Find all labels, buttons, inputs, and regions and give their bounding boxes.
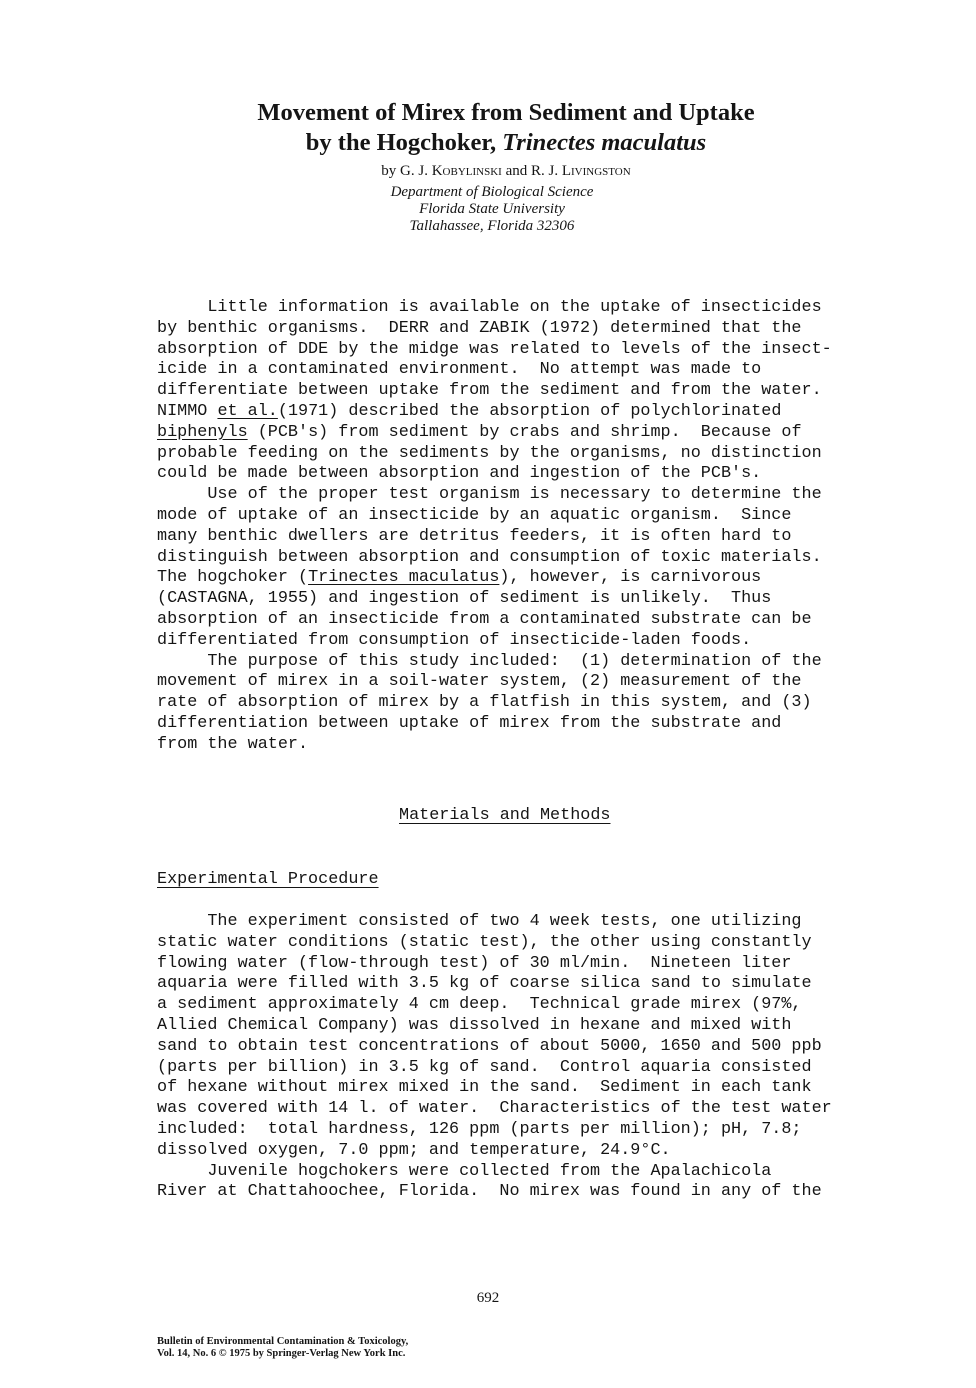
text-line: sand to obtain test concentrations of about 5000, 1650 and 500 ppb (157, 1036, 822, 1056)
text-line: absorption of an insecticide from a contaminated substrate can be (157, 609, 812, 629)
text-line: aquaria were filled with 3.5 kg of coarse silica sand to simulate (157, 974, 812, 994)
affiliation (0, 184, 976, 235)
text-line: a sediment approximately 4 cm deep. Technical grade mirex (97%, (157, 995, 802, 1015)
text-line: The purpose of this study included: (1) determination of the (157, 651, 822, 671)
affiliation-university: Florida State University (419, 201, 565, 217)
page-number: 692 (476, 1290, 500, 1306)
procedure-text (157, 912, 897, 1203)
underlined-species: Trinectes maculatus (308, 568, 500, 588)
title-line-2 (0, 128, 976, 158)
footer-volume-line: Vol. 14, No. 6 © 1975 by Springer-Verlag New York Inc. (157, 1348, 406, 1359)
text-line: could be made between absorption and ingestion of the PCB's. (157, 464, 762, 484)
text-line: flowing water (flow-through test) of 30 ml/min. Nineteen liter (157, 953, 792, 973)
text-line: Use of the proper test organism is necessary to determine the (157, 485, 822, 505)
footer-journal-line: Bulletin of Environmental Contamination & Toxicology, (157, 1336, 409, 1347)
affiliation-city: Tallahassee, Florida 32306 (409, 218, 575, 234)
text-line: static water conditions (static test), the other using constantly (157, 932, 812, 952)
section-heading-materials-methods: Materials and Methods (399, 806, 611, 825)
text-line: Juvenile hogchokers were collected from the Apalachicola (157, 1161, 772, 1181)
text-span: The hogchoker ( (157, 568, 309, 588)
authors-by: by G. J. (381, 163, 432, 179)
title-line-1: Movement of Mirex from Sediment and Uptake (257, 99, 755, 126)
text-line: many benthic dwellers are detritus feeders, it is often hard to (157, 526, 792, 546)
text-line: absorption of DDE by the midge was related to levels of the insect- (157, 339, 832, 359)
author-2-surname: Livingston (561, 163, 631, 179)
text-line: differentiation between uptake of mirex from the substrate and (157, 713, 782, 733)
author-1-surname: Kobylinski (431, 163, 502, 179)
text-line: dissolved oxygen, 7.0 ppm; and temperature, 24.9°C. (157, 1140, 671, 1160)
title-line-2-prefix: by the Hogchoker, (305, 129, 503, 156)
text-line: mode of uptake of an insecticide by an aquatic organism. Since (157, 505, 792, 525)
text-line: Allied Chemical Company) was dissolved in hexane and mixed with (157, 1015, 792, 1035)
text-line: by benthic organisms. DERR and ZABIK (1972) determined that the (157, 318, 802, 338)
text-line: differentiated from consumption of insecticide-laden foods. (157, 630, 752, 650)
text-line: differentiate between uptake from the sediment and from the water. (157, 381, 822, 401)
text-line (157, 423, 897, 444)
text-line: was covered with 14 l. of water. Characteristics of the test water (157, 1099, 832, 1119)
text-line: distinguish between absorption and consumption of toxic materials. (157, 547, 822, 567)
text-span: ), however, is carnivorous (499, 568, 762, 588)
text-line: The experiment consisted of two 4 week tests, one utilizing (157, 912, 802, 931)
underlined-text: et al. (217, 401, 278, 421)
article-title (0, 98, 976, 158)
title-species: Trinectes maculatus (502, 129, 707, 156)
text-line: included: total hardness, 126 ppm (parts per million); pH, 7.8; (157, 1119, 802, 1139)
text-line: Little information is available on the uptake of insecticides (157, 298, 822, 317)
subsection-heading-experimental-procedure: Experimental Procedure (157, 870, 379, 889)
text-line: rate of absorption of mirex by a flatfish in this system, and (3) (157, 693, 812, 713)
journal-footer (157, 1336, 408, 1360)
text-line: (parts per billion) in 3.5 kg of sand. Control aquaria consisted (157, 1057, 812, 1077)
text-line: River at Chattahoochee, Florida. No mirex was found in any of the (157, 1182, 822, 1202)
text-line: probable feeding on the sediments by the organisms, no distinction (157, 443, 822, 463)
text-line: (CASTAGNA, 1955) and ingestion of sediment is unlikely. Thus (157, 589, 772, 609)
text-span: (1971) described the absorption of polychlorinated (277, 401, 782, 421)
text-span: (PCB's) from sediment by crabs and shrimp. Because of (247, 422, 802, 442)
affiliation-department: Department of Biological Science (390, 184, 594, 200)
text-line (157, 568, 897, 589)
authors-line (0, 162, 976, 180)
text-line: of hexane without mirex mixed in the sand. Sediment in each tank (157, 1078, 812, 1098)
text-line: from the water. (157, 734, 309, 754)
text-line (157, 402, 897, 423)
authors-and: and R. J. (501, 163, 562, 179)
intro-text (157, 298, 897, 756)
text-line: movement of mirex in a soil-water system, (2) measurement of the (157, 672, 802, 692)
text-span: NIMMO (157, 401, 218, 421)
text-line: icide in a contaminated environment. No attempt was made to (157, 360, 762, 380)
underlined-text: biphenyls (157, 422, 248, 442)
